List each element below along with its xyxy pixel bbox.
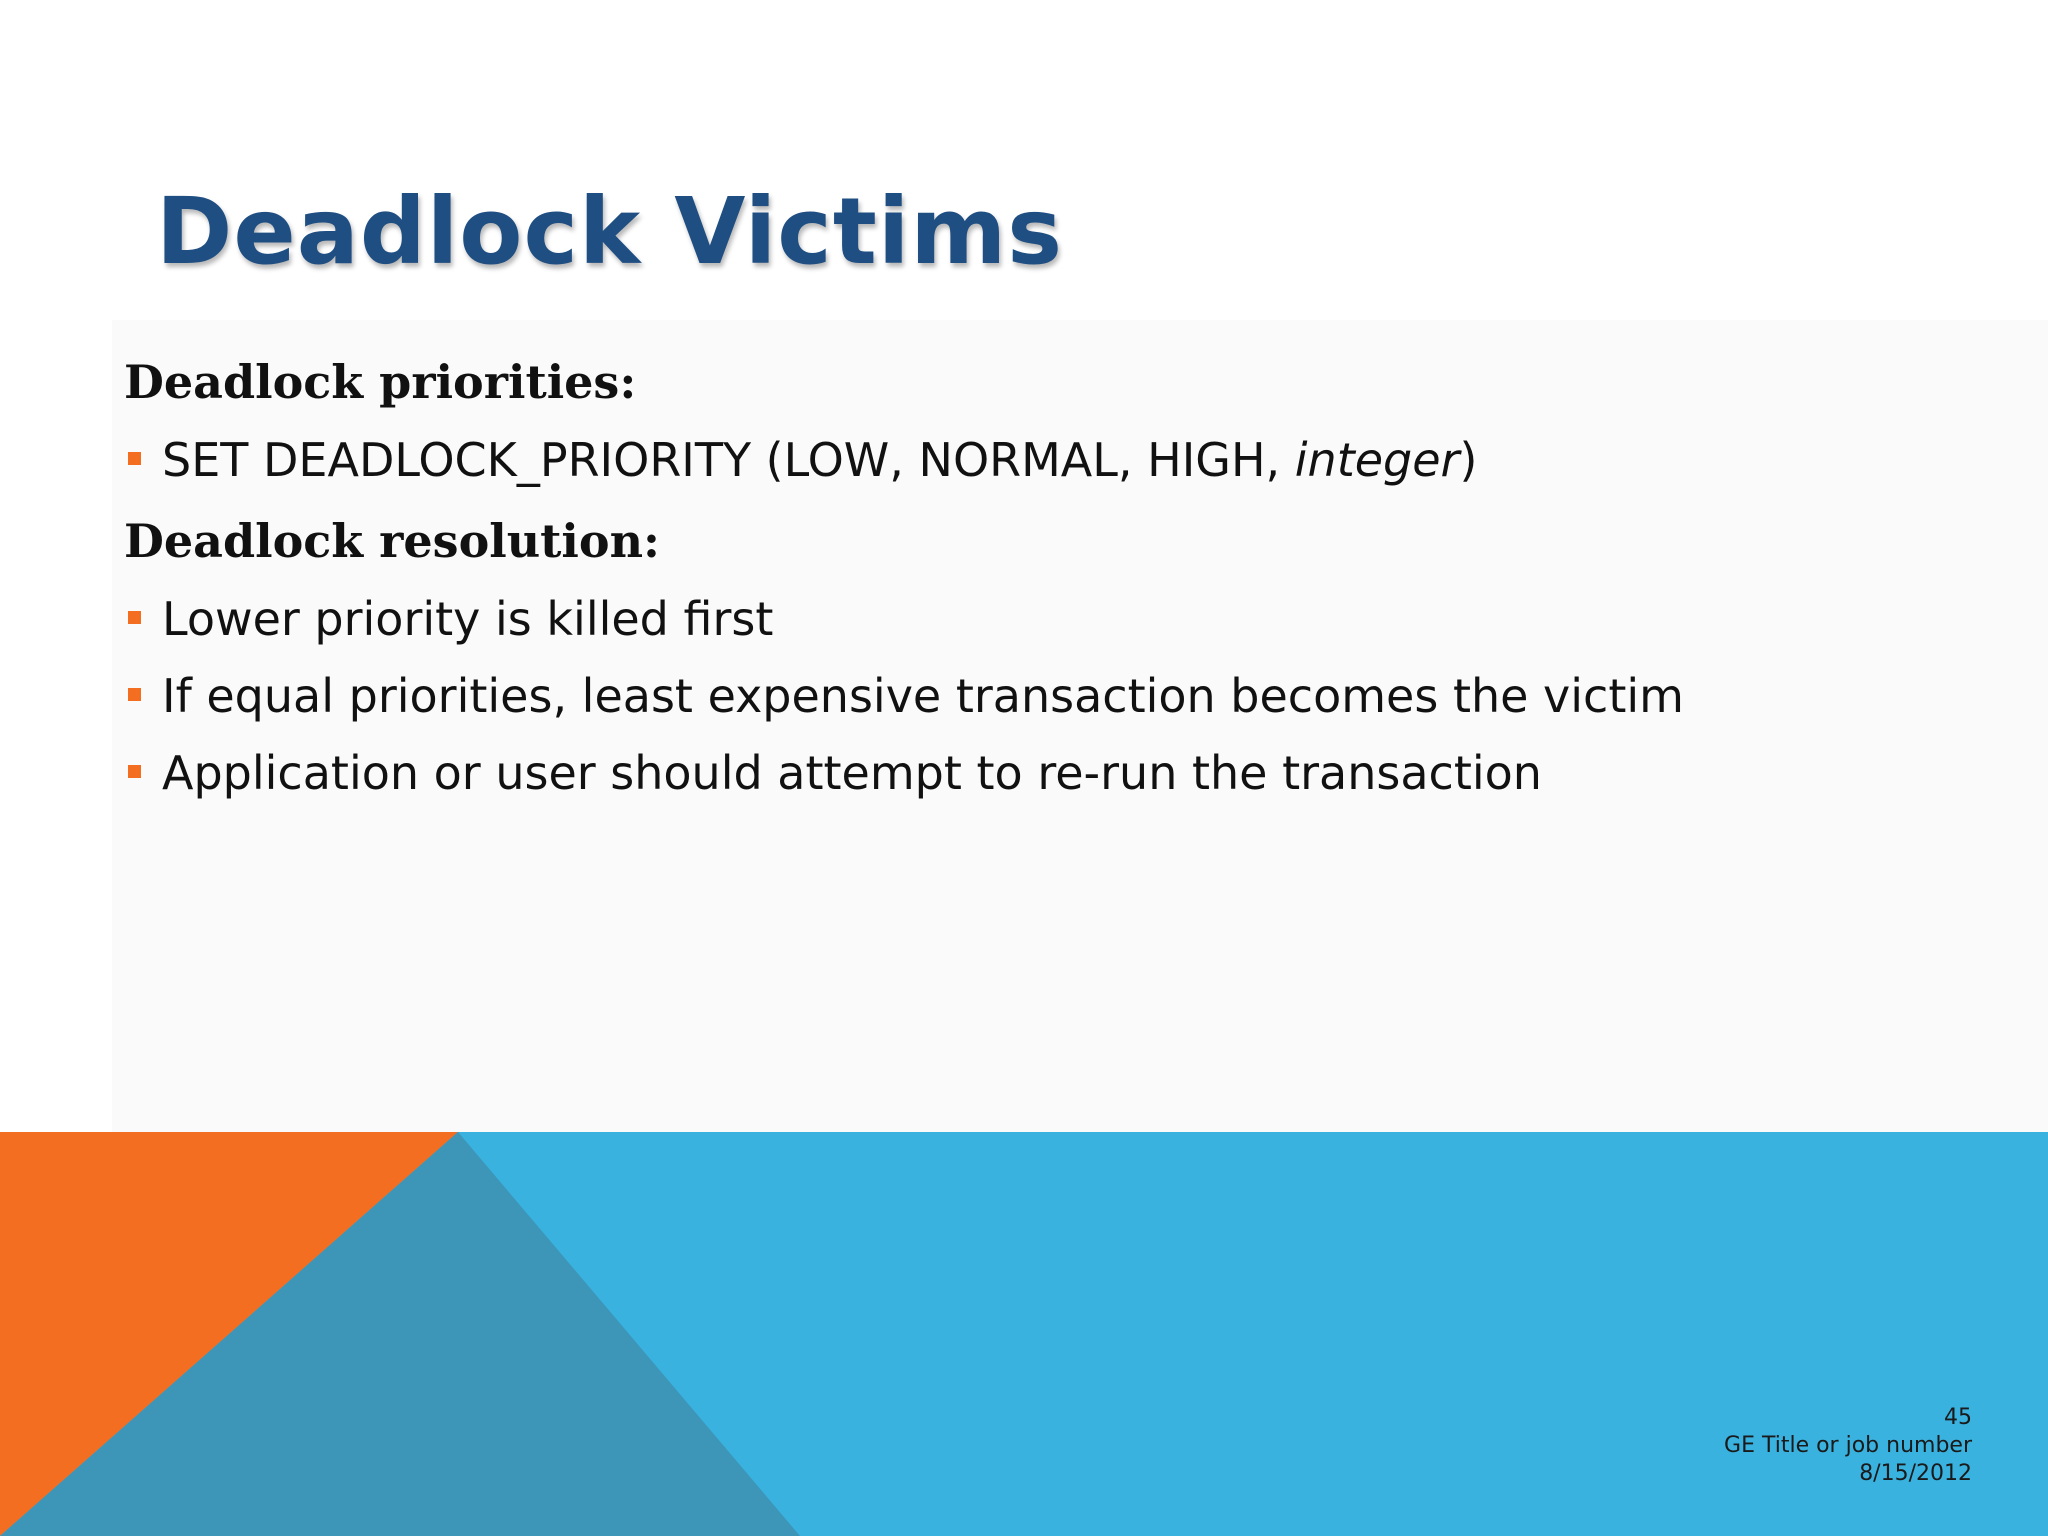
footer-info (1724, 1404, 1972, 1488)
bullet-lower-priority (124, 581, 1924, 658)
bullet-marker (128, 452, 141, 465)
bullet-rerun-transaction (124, 735, 1924, 812)
bullet-marker (128, 611, 141, 624)
slide-number: 45 (1944, 1405, 1972, 1430)
bullet-text: If equal priorities, least expensive transaction becomes the victim (162, 669, 1684, 723)
slide-title: Deadlock Victims (156, 178, 1063, 285)
bullet-set-deadlock-priority (124, 422, 1924, 499)
bullet-text: Lower priority is killed first (162, 592, 774, 646)
bullet-marker (128, 688, 141, 701)
bullet-text: SET DEADLOCK_PRIORITY (LOW, NORMAL, HIGH, (162, 433, 1295, 487)
footer-date: 8/15/2012 (1859, 1461, 1972, 1486)
bullet-text: Application or user should attempt to re-run the transaction (162, 746, 1542, 800)
slide-body (124, 346, 1924, 812)
bullet-text-end: ) (1459, 433, 1478, 487)
bullet-italic-text: integer (1294, 433, 1460, 487)
bullet-equal-priorities (124, 658, 1924, 735)
bullet-marker (128, 765, 141, 778)
section-heading-resolution: Deadlock resolution: (124, 514, 661, 568)
section-heading-priorities: Deadlock priorities: (124, 355, 637, 409)
footer-title: GE Title or job number (1724, 1433, 1972, 1458)
